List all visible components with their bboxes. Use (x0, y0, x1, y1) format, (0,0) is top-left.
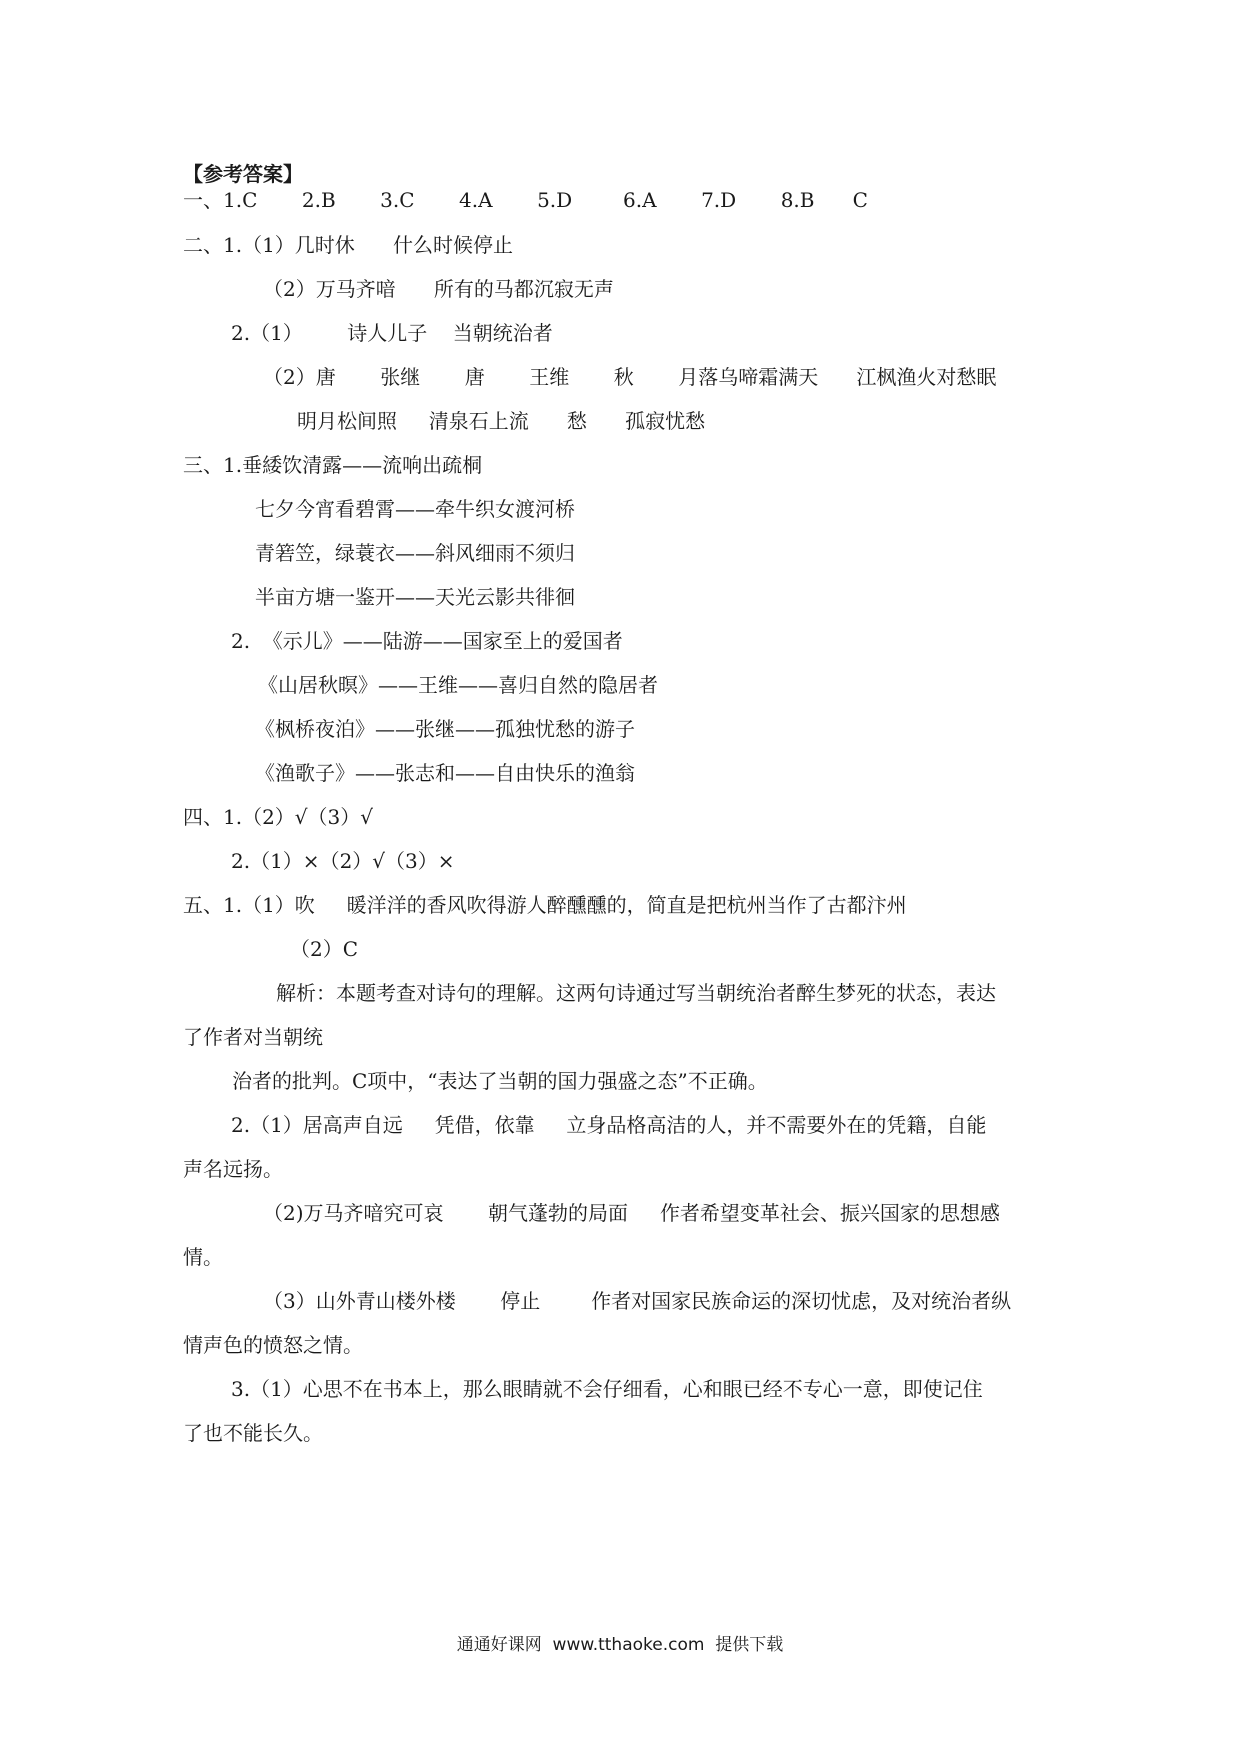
answer-line: （2）C (290, 937, 359, 961)
answer-line: 了作者对当朝统 (183, 1025, 323, 1049)
answer-line: 二、1.（1）几时休 什么时候停止 (183, 233, 513, 257)
answer-line: 声名远扬。 (183, 1157, 283, 1181)
answer-line: （3）山外青山楼外楼 停止 作者对国家民族命运的深切忧虑，及对统治者纵 (263, 1289, 1012, 1313)
answer-line: （2）唐 张继 唐 王维 秋 月落乌啼霜满天 江枫渔火对愁眠 (263, 365, 997, 389)
answer-line: 情。 (183, 1245, 223, 1269)
answer-line: 四、1.（2）√（3）√ (183, 805, 374, 829)
answer-line: 一、1.C 2.B 3.C 4.A 5.D 6.A 7.D 8.B C (183, 188, 868, 212)
answer-line: 2. 《示儿》——陆游——国家至上的爱国者 (231, 629, 623, 653)
answer-line: 半亩方塘一鉴开——天光云影共徘徊 (255, 585, 575, 609)
answer-line: （2)万马齐喑究可哀 朝气蓬勃的局面 作者希望变革社会、振兴国家的思想感 (263, 1201, 1000, 1225)
answer-line: 《山居秋暝》——王维——喜归自然的隐居者 (258, 673, 658, 697)
answer-line: 情声色的愤怒之情。 (183, 1333, 363, 1357)
answer-line: 治者的批判。C项中，“表达了当朝的国力强盛之态”不正确。 (232, 1069, 768, 1093)
answer-line: 《枫桥夜泊》——张继——孤独忧愁的游子 (255, 717, 635, 741)
answer-line: 明月松间照 清泉石上流 愁 孤寂忧愁 (297, 409, 706, 433)
answer-line: 《渔歌子》——张志和——自由快乐的渔翁 (255, 761, 635, 785)
answer-line: 七夕今宵看碧霄——牵牛织女渡河桥 (255, 497, 575, 521)
answer-line: 青箬笠，绿蓑衣——斜风细雨不须归 (255, 541, 575, 565)
answer-line: 了也不能长久。 (183, 1421, 323, 1445)
answer-line: 3.（1）心思不在书本上，那么眼睛就不会仔细看，心和眼已经不专心一意，即使记住 (231, 1377, 983, 1401)
answer-line: 五、1.（1）吹 暖洋洋的香风吹得游人醉醺醺的，简直是把杭州当作了古都汴州 (183, 893, 907, 917)
page-footer: 通通好课网 www.tthaoke.com 提供下载 (456, 1635, 784, 1655)
answer-line: 2.（1） 诗人儿子 当朝统治者 (231, 321, 553, 345)
answer-line: 2.（1）×（2）√（3）× (231, 849, 455, 873)
page-title: 【参考答案】 (183, 162, 303, 186)
answer-line: 解析：本题考查对诗句的理解。这两句诗通过写当朝统治者醉生梦死的状态，表达 (276, 981, 996, 1005)
answer-line: 2.（1）居高声自远 凭借，依靠 立身品格高洁的人，并不需要外在的凭籍，自能 (231, 1113, 987, 1137)
answer-line: 三、1.垂緌饮清露——流响出疏桐 (183, 453, 483, 477)
answer-line: （2）万马齐喑 所有的马都沉寂无声 (263, 277, 614, 301)
